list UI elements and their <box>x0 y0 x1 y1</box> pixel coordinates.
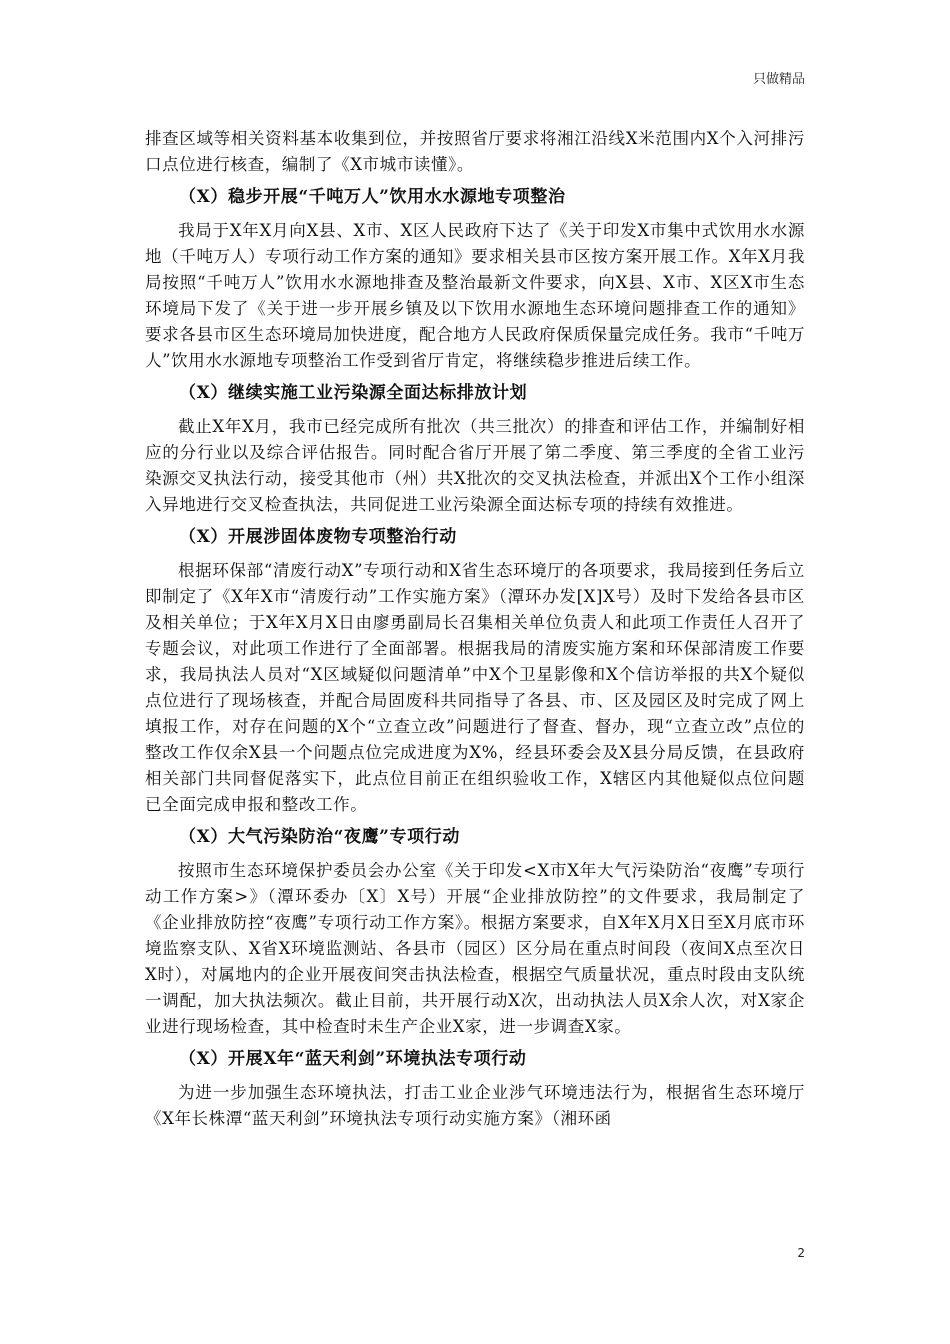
paragraph-night-hawk: 按照市生态环境保护委员会办公室《关于印发<X市X年大气污染防治“夜鹰”专项行动工作方案>》（潭环委办〔X〕X号）开展“企业排放防控”的文件要求，我局制定了《企业排放防控“夜鹰”专项行动工作方案》。根据方案要求，自X年X月X日至X月底市环境监察支队、X省X环境监测站、各县市（园区）区分局在重点时间段（夜间X点至次日X时），对属地内的企业开展夜间突击执法检查，根据空气质量状况，重点时段由支队统一调配，加大执法频次。截止目前，共开展行动X次，出动执法人员X余人次，对X家企业进行现场检查，其中检查时未生产企业X家，进一步调查X家。 <box>145 861 805 1036</box>
paragraph-industrial-pollution: 截止X年X月，我市已经完成所有批次（共三批次）的排查和评估工作，并编制好相应的分行业以及综合评估报告。同时配合省厅开展了第二季度、第三季度的全省工业污染源交叉执法行动，接受其他市（州）共X批次的交叉执法检查，并派出X个工作小组深入异地进行交叉检查执法，共同促进工业污染源全面达标专项的持续有效推进。 <box>145 417 805 514</box>
section-heading-night-hawk: （X）大气污染防治“夜鹰”专项行动 <box>179 827 460 847</box>
section-heading-industrial-pollution: （X）继续实施工业污染源全面达标排放计划 <box>179 383 528 403</box>
document-body <box>145 126 805 1138</box>
paragraph-continued: 排查区域等相关资料基本收集到位，并按照省厅要求将湘江沿线X米范围内X个入河排污口点位进行核查，编制了《X市城市读懂》。 <box>145 129 805 174</box>
header-tagline: 只做精品 <box>752 72 805 87</box>
paragraph-solid-waste: 根据环保部“清废行动X”专项行动和X省生态环境厅的各项要求，我局接到任务后立即制定了《X年X市“清废行动”工作实施方案》（潭环办发[X]X号）及时下发给各县市区及相关单位；于X年X月X日由廖勇副局长召集相关单位负责人和此项工作责任人召开了专题会议，对此项工作进行了全面部署。根据我局的清废实施方案和环保部清废工作要求，我局执法人员对“X区域疑似问题清单”中X个卫星影像和X个信访举报的共X个疑似点位进行了现场核查，并配合局固废科共同指导了各县、市、区及园区及时完成了网上填报工作，对存在问题的X个“立查立改”问题进行了督查、督办，现“立查立改”点位的整改工作仅余X县一个问题点位完成进度为X%，经县环委会及X县分局反馈，在县政府相关部门共同督促落实下，此点位目前正在组织验收工作，X辖区内其他疑似点位问题已全面完成申报和整改工作。 <box>145 561 805 814</box>
section-heading-solid-waste: （X）开展涉固体废物专项整治行动 <box>179 527 457 547</box>
page-number: 2 <box>797 1246 805 1260</box>
paragraph-blue-sky: 为进一步加强生态环境执法，打击工业企业涉气环境违法行为，根据省生态环境厅《X年长株潭“蓝天利剑”环境执法专项行动实施方案》（湘环函 <box>145 1083 805 1128</box>
paragraph-water-source: 我局于X年X月向X县、X市、X区人民政府下达了《关于印发X市集中式饮用水水源地（千吨万人）专项行动工作方案的通知》要求相关县市区按方案开展工作。X年X月我局按照“千吨万人”饮用水水源地排查及整治最新文件要求，向X县、X市、X区X市生态环境局下发了《关于进一步开展乡镇及以下饮用水源地生态环境问题排查工作的通知》要求各县市区生态环境局加快进度，配合地方人民政府保质保量完成任务。我市“千吨万人”饮用水水源地专项整治工作受到省厅肯定，将继续稳步推进后续工作。 <box>145 221 805 370</box>
section-heading-water-source: （X）稳步开展“千吨万人”饮用水水源地专项整治 <box>179 187 566 207</box>
section-heading-blue-sky: （X）开展X年“蓝天利剑”环境执法专项行动 <box>179 1049 527 1069</box>
